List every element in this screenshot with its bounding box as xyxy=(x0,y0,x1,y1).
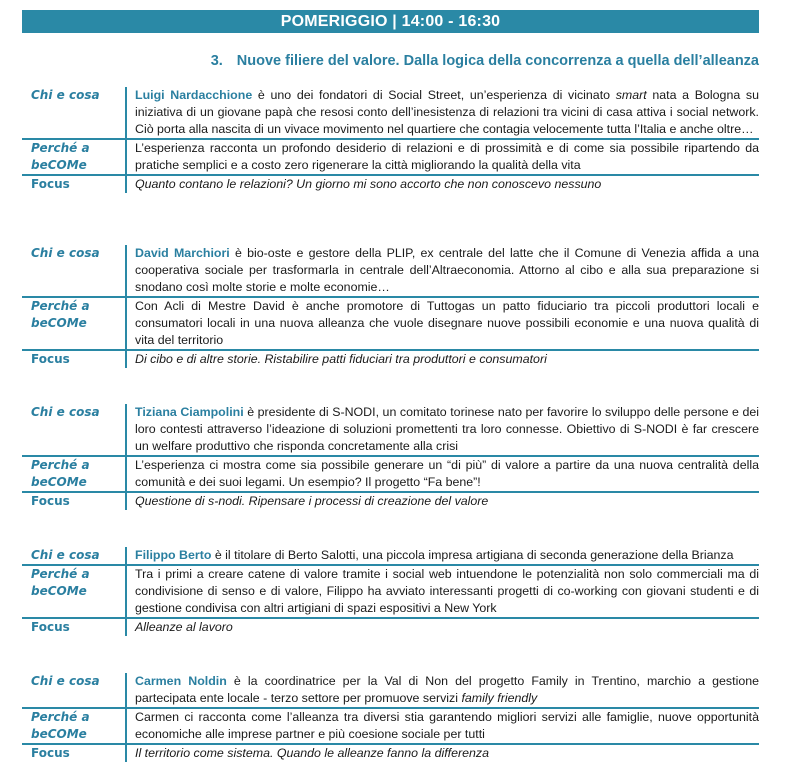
perche-row xyxy=(22,138,759,174)
focus-text: Questione di s-nodi. Ripensare i processi di creazione del valore xyxy=(135,494,489,508)
speaker-name: Filippo Berto xyxy=(135,548,212,562)
perche-label: Perché a beCOMe xyxy=(22,457,127,491)
focus-label: Focus xyxy=(22,745,127,762)
chi-e-cosa-label: Chi e cosa xyxy=(22,404,127,455)
focus-label: Focus xyxy=(22,176,127,193)
perche-row xyxy=(22,296,759,349)
speaker-block-5 xyxy=(22,673,759,762)
chi-e-cosa-text: Carmen Noldin è la coordinatrice per la Val di Non del progetto Family in Trentino, marchio a gestione partecipata ente locale - terzo settore per promuove servizi family friendly xyxy=(135,674,759,705)
speaker-name: Luigi Nardacchione xyxy=(135,88,253,102)
speaker-name: David Marchiori xyxy=(135,246,230,260)
speaker-block-2 xyxy=(22,245,759,368)
focus-row xyxy=(22,617,759,636)
focus-text: Quanto contano le relazioni? Un giorno mi sono accorto che non conoscevo nessuno xyxy=(135,177,602,191)
perche-row xyxy=(22,455,759,491)
focus-text: Il territorio come sistema. Quando le alleanze fanno la differenza xyxy=(135,746,490,760)
section-title-text: Nuove filiere del valore. Dalla logica della concorrenza a quella dell’alleanza xyxy=(236,53,759,69)
session-header-bar xyxy=(22,10,759,33)
perche-label: Perché a beCOMe xyxy=(22,140,127,174)
speaker-block-3 xyxy=(22,404,759,510)
chi-e-cosa-row xyxy=(22,547,759,564)
focus-row xyxy=(22,743,759,762)
perche-row xyxy=(22,707,759,743)
chi-e-cosa-text: Filippo Berto è il titolare di Berto Salotti, una piccola impresa artigiana di seconda generazione della Brianza xyxy=(135,548,734,562)
perche-text: Carmen ci racconta come l’alleanza tra diversi stia garantendo migliori servizi alle famiglie, nuove opportunità economiche alle imprese partner e più coesione sociale per tutti xyxy=(135,710,759,741)
chi-e-cosa-row xyxy=(22,404,759,455)
section-title xyxy=(200,51,759,71)
perche-row xyxy=(22,564,759,617)
perche-text: L’esperienza ci mostra come sia possibile generare un “di più” di valore a partire da una nuova centralità della comunità e dei suoi legami. Un esempio? Il progetto “Fa bene”! xyxy=(135,458,759,489)
chi-e-cosa-text: David Marchiori è bio-oste e gestore della PLIP, ex centrale del latte che il Comune di Venezia affida a una cooperativa sociale per trasformarla in centrale dell’Altraeconomia. Attorno al cibo e alla sua preparazione si snodano così molte storie e molte economie… xyxy=(135,246,759,294)
speaker-block-4 xyxy=(22,547,759,636)
perche-label: Perché a beCOMe xyxy=(22,298,127,349)
chi-e-cosa-row xyxy=(22,245,759,296)
perche-label: Perché a beCOMe xyxy=(22,709,127,743)
chi-e-cosa-text: Tiziana Ciampolini è presidente di S-NODI, un comitato torinese nato per favorire lo sviluppo delle persone e dei loro contesti attraverso l’ideazione di soluzioni promettenti tra loro connesse. Obiettivo di S-NODI è far crescere un welfare produttivo che risponda concretamente alla crisi xyxy=(135,405,759,453)
chi-e-cosa-row xyxy=(22,87,759,138)
chi-e-cosa-label: Chi e cosa xyxy=(22,245,127,296)
focus-row xyxy=(22,174,759,193)
speaker-name: Carmen Noldin xyxy=(135,674,227,688)
focus-text: Alleanze al lavoro xyxy=(135,620,233,634)
speaker-name: Tiziana Ciampolini xyxy=(135,405,244,419)
perche-label: Perché a beCOMe xyxy=(22,566,127,617)
speaker-block-1 xyxy=(22,87,759,193)
chi-e-cosa-text: Luigi Nardacchione è uno dei fondatori di Social Street, un’esperienza di vicinato smart nata a Bologna su iniziativa di un giovane papà che resosi conto dell’inesistenza di relazioni tra vicini di casa attiva i social network. Ciò porta alla nascita di un vivace movimento nel quartiere che contagia velocemente tutta l’Italia e anche oltre… xyxy=(135,88,759,136)
perche-text: Con Acli di Mestre David è anche promotore di Tuttogas un patto fiduciario tra piccoli produttori locali e consumatori locali in una nuova alleanza che vuole disegnare nuove possibili economie e una nuova qualità di vita del territorio xyxy=(135,299,759,347)
chi-e-cosa-label: Chi e cosa xyxy=(22,547,127,564)
focus-label: Focus xyxy=(22,351,127,368)
chi-e-cosa-row xyxy=(22,673,759,707)
focus-text: Di cibo e di altre storie. Ristabilire patti fiduciari tra produttori e consumatori xyxy=(135,352,547,366)
chi-e-cosa-label: Chi e cosa xyxy=(22,87,127,138)
chi-e-cosa-label: Chi e cosa xyxy=(22,673,127,707)
session-header-title: POMERIGGIO | 14:00 - 16:30 xyxy=(280,13,501,30)
focus-row xyxy=(22,491,759,510)
focus-label: Focus xyxy=(22,493,127,510)
perche-text: L’esperienza racconta un profondo desiderio di relazioni e di prossimità e di come sia possibile ripartendo da pratiche semplici e a costo zero rigenerare la città migliorando la qualità della vita xyxy=(135,141,759,172)
focus-row xyxy=(22,349,759,368)
perche-text: Tra i primi a creare catene di valore tramite i social web intuendone le potenzialità non solo commerciali ma di condivisione di senso e di valore, Filippo ha avviato interessanti progetti di co-working con giovani studenti e di gestione condivisa con altri artigiani di spazi espositivi a New York xyxy=(135,567,759,615)
focus-label: Focus xyxy=(22,619,127,636)
section-number: 3. xyxy=(210,53,223,69)
